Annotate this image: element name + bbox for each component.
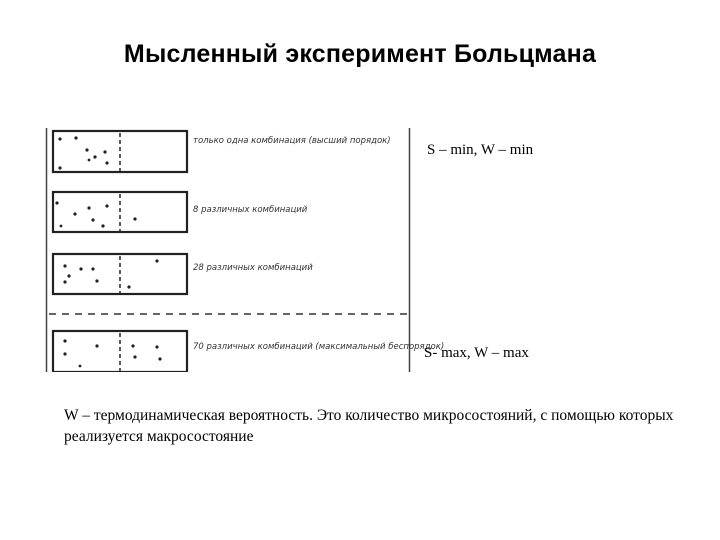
max-state-note: S- max, W – max	[424, 345, 529, 361]
box-3	[53, 254, 187, 294]
box-2-label: 8 различных комбинаций	[193, 205, 308, 215]
figure-drawing	[45, 126, 411, 372]
box-1	[53, 131, 187, 172]
slide-title: Мысленный эксперимент Больцмана	[123, 40, 597, 68]
boltzmann-figure	[45, 126, 445, 372]
min-state-note: S – min, W – min	[427, 142, 534, 158]
box-3-label: 28 различных комбинаций	[193, 263, 313, 273]
entropy-description: W – термодинамическая вероятность. Это количество микросостояний, с помощью которых реализуется макросостояние	[64, 407, 674, 445]
box-4-label: 70 различных комбинаций (максимальный беспорядок)	[193, 342, 445, 352]
box-2	[53, 192, 187, 232]
box-1-label: только одна комбинация (высший порядок)	[193, 136, 391, 146]
box-4	[53, 331, 187, 372]
